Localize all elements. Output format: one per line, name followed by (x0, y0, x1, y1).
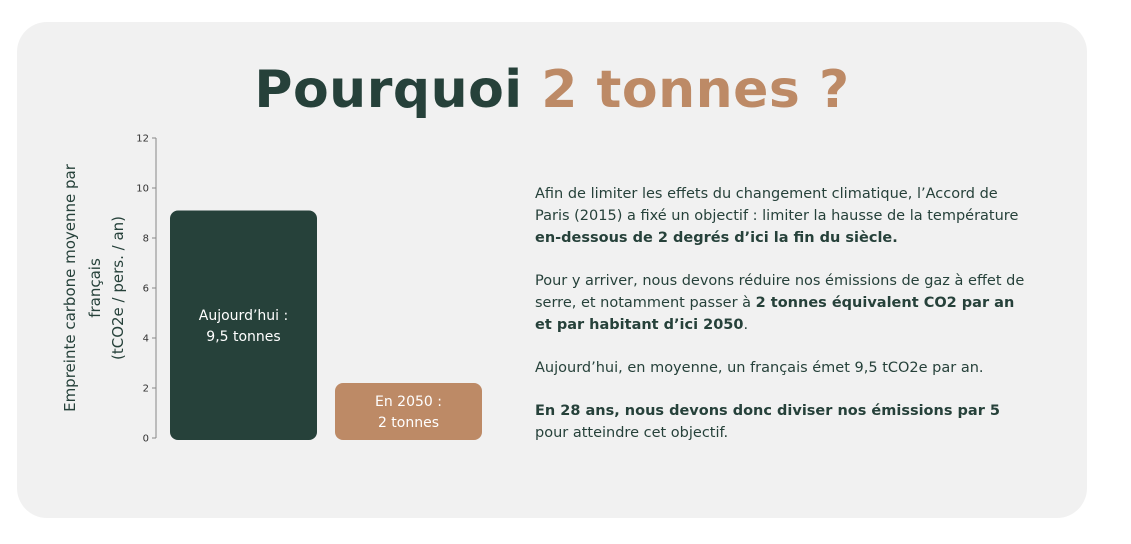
text-span: Afin de limiter les effets du changement climatique, l’Accord de Paris (2015) a fixé un objectif : limiter la hausse de la température (535, 186, 1019, 224)
paragraph (535, 357, 1035, 379)
paragraph (535, 270, 1035, 336)
bar-2050 (335, 383, 482, 440)
bar-today (170, 211, 317, 441)
bars (170, 211, 482, 441)
y-axis-label-line: (tCO2e / pers. / an) (109, 215, 127, 361)
bold-text: En 28 ans, nous devons donc diviser nos émissions par 5 (535, 403, 1000, 419)
y-axis-label (61, 163, 127, 412)
title-main: Pourquoi (254, 60, 523, 120)
text-span: Aujourd’hui, en moyenne, un français émet 9,5 tCO2e par an. (535, 360, 984, 376)
bold-text: 2 tonnes équivalent CO2 par an et par habitant d’ici 2050 (535, 295, 1015, 333)
text-span: Pour y arriver, nous devons réduire nos émissions de gaz à effet de serre, et notamment passer à (535, 273, 1025, 311)
y-tick-label: 0 (142, 433, 149, 445)
paragraph (535, 400, 1035, 444)
y-tick-label: 2 (142, 383, 149, 395)
text-span: . (743, 317, 749, 333)
bar-data-label: Aujourd’hui : (198, 307, 289, 324)
bar-data-label: 2 tonnes (377, 415, 440, 431)
bar-data-label: En 2050 : (375, 394, 442, 410)
y-tick-label: 12 (136, 133, 149, 145)
y-axis-label-line: Empreinte carbone moyenne par (61, 164, 79, 412)
y-axis-label-line: français (86, 258, 104, 318)
bar-data-label: 9,5 tonnes (206, 328, 281, 345)
title-accent: 2 tonnes ? (541, 60, 850, 120)
y-tick-label: 8 (142, 233, 149, 245)
bold-text: en-dessous de 2 degrés d’ici la fin du siècle. (535, 230, 898, 246)
y-tick-label: 10 (136, 183, 149, 195)
text-span: pour atteindre cet objectif. (535, 425, 729, 441)
explanation-text (535, 183, 1035, 465)
y-tick-label: 6 (142, 283, 149, 295)
y-axis (136, 134, 156, 445)
y-tick-label: 4 (142, 333, 149, 345)
paragraph (535, 183, 1035, 249)
